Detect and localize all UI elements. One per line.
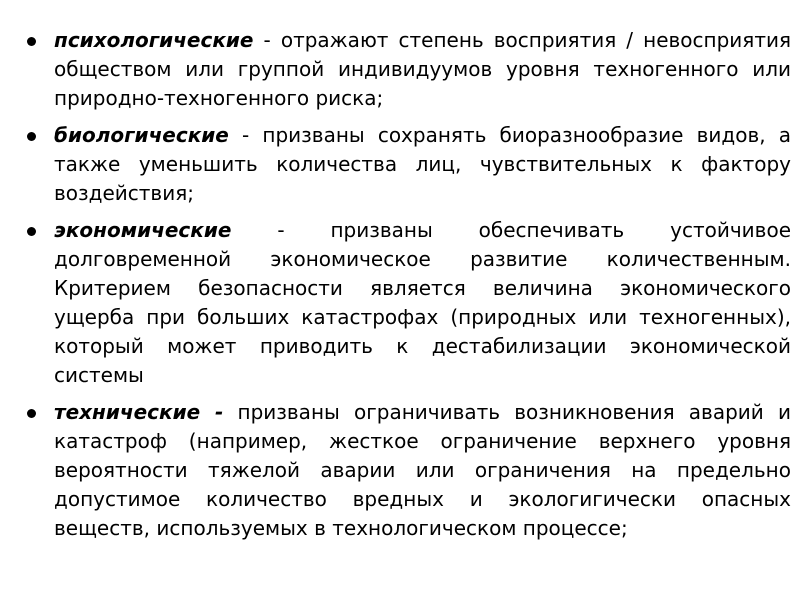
- description-economic: - призваны обеспечивать устойчивое долговременной экономическое развитие количественным. Критерием безопасности является величина экономического ущерба при больших катастрофах (природных или техногенных), который может приводить к дестабилизации экономической системы: [54, 218, 791, 387]
- term-economic: экономические: [54, 218, 232, 242]
- description-psychological: - отражают степень восприятия / невосприятия обществом или группой индивидуумов уровня техногенного или природно-техногенного риска;: [54, 28, 791, 110]
- criteria-list: [27, 26, 791, 551]
- bullet-icon: [27, 132, 36, 141]
- list-item-technical: [27, 398, 791, 543]
- term-psychological: психологические: [54, 28, 254, 52]
- term-biological: биологические: [54, 123, 229, 147]
- bullet-icon: [27, 227, 36, 236]
- bullet-icon: [27, 409, 36, 418]
- description-biological: - призваны сохранять биоразнообразие видов, а также уменьшить количества лиц, чувствительных к фактору воздействия;: [54, 123, 791, 205]
- list-item-economic: [27, 216, 791, 390]
- list-item-biological: [27, 121, 791, 208]
- list-item-psychological: [27, 26, 791, 113]
- description-technical: призваны ограничивать возникновения аварий и катастроф (например, жесткое ограничение верхнего уровня вероятности тяжелой аварии или ограничения на предельно допустимое количество вредных и экологигически опасных веществ, используемых в технологическом процессе;: [54, 400, 791, 540]
- bullet-icon: [27, 37, 36, 46]
- term-technical: технические -: [54, 400, 224, 424]
